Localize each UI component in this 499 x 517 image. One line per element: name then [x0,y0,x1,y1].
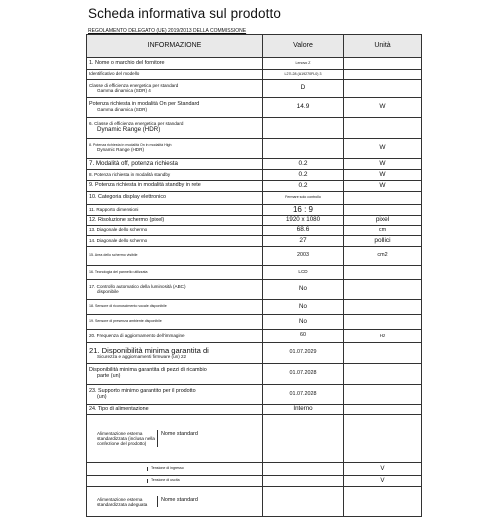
table-row [87,343,422,364]
row-value: 60 [263,330,344,343]
row-value: 0.2 [263,159,344,170]
row-value: No [263,280,344,300]
row-label [87,364,263,385]
row-label-main: 6. Classe di efficienza energetica per standard [89,121,184,127]
power-supply-field: Tensione di ingresso [151,466,184,471]
table-row [87,98,422,118]
power-supply-label-cell [87,487,263,517]
power-supply-label-cell [87,463,263,476]
row-unit: V [344,463,422,476]
table-row [87,226,422,236]
row-label [87,343,263,364]
row-unit: W [344,98,422,118]
table-row [87,80,422,98]
row-value: 1920 x 1080 [263,216,344,226]
row-value: 01.07.2028 [263,364,344,385]
power-supply-row [87,463,422,476]
row-unit [344,280,422,300]
table-row [87,205,422,216]
row-value: 01.07.2029 [263,343,344,364]
row-unit: cm2 [344,247,422,266]
row-value: Lenovo Z [263,58,344,70]
row-value: 16 : 9 [263,205,344,216]
power-supply-label-cell [87,415,263,463]
row-label: 15. Area dello schermo visibile [87,247,263,266]
row-value: No [263,300,344,315]
row-unit [344,315,422,330]
row-label: 7. Modalità off, potenza richiesta [87,159,263,170]
row-label-main: 23. Supporto minimo garantito per il prodotto [89,387,196,394]
row-label-sub: disponibile [97,288,119,294]
row-label: 9. Potenza richiesta in modalità standby in rete [87,181,263,192]
row-label [87,385,263,405]
header-value: Valore [263,35,344,58]
table-row [87,70,422,80]
row-label-main: 17. Controllo automatico della luminosità (ABC) [89,283,186,289]
power-supply-field: Tensione di uscita [151,478,180,483]
table-row [87,236,422,247]
row-unit: W [344,170,422,181]
row-unit [344,192,422,205]
table-row [87,330,422,343]
table-row [87,216,422,226]
row-value: 01.07.2028 [263,385,344,405]
row-label: 12. Risoluzione schermo (pixel) [87,216,263,226]
row-label: 24. Tipo di alimentazione [87,405,263,415]
table-row [87,181,422,192]
row-label: 1. Nome o marchio del fornitore [87,58,263,70]
row-unit [344,118,422,139]
row-unit [344,58,422,70]
row-value: 27 [263,236,344,247]
table-row [87,170,422,181]
row-label [87,139,263,159]
row-unit [344,405,422,415]
row-label: 8. Potenza richiesta in modalità standby [87,170,263,181]
power-supply-row [87,487,422,517]
row-value [263,415,344,463]
table-row [87,266,422,280]
row-unit: pollici [344,236,422,247]
row-unit [344,343,422,364]
header-info: INFORMAZIONE [87,35,263,58]
row-value [263,118,344,139]
row-value [263,463,344,476]
row-label-sub: (un) [97,393,107,400]
power-supply-type [87,479,148,483]
power-supply-row [87,476,422,487]
row-value: 0.2 [263,181,344,192]
row-label-sub: Gamma dinamica (SDR) [97,106,148,112]
row-value [263,487,344,517]
row-value: L27i-28 (A19270FL0) 3 [263,70,344,80]
row-label [87,118,263,139]
row-unit: W [344,181,422,192]
row-label: 14. Diagonale dello schermo [87,236,263,247]
row-unit [344,385,422,405]
row-value: Interno [263,405,344,415]
table-header-row [87,35,422,58]
row-label-main: 21. Disponibilità minima garantita di [89,345,209,355]
row-label-main: Classe di efficienza energetica per standard [89,82,179,88]
row-label: Identificativo del modello [87,70,263,80]
row-label-main: Potenza richiesta in modalità On per Standard [89,101,200,108]
row-unit: W [344,159,422,170]
page-title: Scheda informativa sul prodotto [88,6,281,21]
header-unit: Unità [344,35,422,58]
table-row [87,247,422,266]
row-unit [344,205,422,216]
row-unit: cm [344,226,422,236]
table-row [87,385,422,405]
table-row [87,139,422,159]
table-row [87,192,422,205]
row-value: D [263,80,344,98]
row-value [263,476,344,487]
row-unit: V [344,476,422,487]
table-row [87,58,422,70]
table-row [87,118,422,139]
row-label [87,98,263,118]
power-supply-row [87,415,422,463]
row-value: LCD [263,266,344,280]
row-label-sub: Sicurezza e aggiornamenti firmware (un) 22 [97,353,187,359]
row-unit: Hz [344,330,422,343]
row-unit: W [344,139,422,159]
row-unit [344,364,422,385]
row-value: Fermare solo controllo [263,192,344,205]
row-label [87,80,263,98]
row-unit: pixel [344,216,422,226]
row-unit [344,80,422,98]
power-supply-label-cell [87,476,263,487]
row-value: No [263,315,344,330]
product-info-table [86,34,422,517]
row-label: 11. Rapporto dimensioni [87,205,263,216]
power-supply-field: Nome standard [161,496,198,503]
row-unit [344,70,422,80]
row-label: 16. Tecnologia del pannello utilizzata [87,266,263,280]
row-label-sub: Dynamic Range (HDR) [97,146,144,152]
table-row [87,280,422,300]
row-label [87,280,263,300]
row-label-main: 8. Potenza richiesta in modalità On in modalità High [89,143,172,148]
power-supply-type: Alimentazione esterna standardizzata adeguata [87,496,158,508]
row-value [263,139,344,159]
row-unit [344,415,422,463]
row-value: 14.9 [263,98,344,118]
row-label-main: Disponibilità minima garantita di pezzi di ricambio [89,367,207,374]
row-label-sub: Dynamic Range (HDR) [97,126,161,134]
row-value: 68.6 [263,226,344,236]
table-row [87,300,422,315]
table-row [87,405,422,415]
regulation-reference: REGOLAMENTO DELEGATO (UE) 2019/2013 DELLA COMMISSIONE [88,28,247,34]
row-label: 18. Sensore di riconoscimento vocale disponibile [87,300,263,315]
row-label: 20. Frequenza di aggiornamento dell'immagine [87,330,263,343]
row-label-sub: Gamma dinamica (SDR) 4 [97,87,151,93]
table-row [87,315,422,330]
table-row [87,159,422,170]
power-supply-field: Nome standard [161,431,198,438]
table-row [87,364,422,385]
row-value: 0.2 [263,170,344,181]
row-label: 19. Sensore di presenza ambiente disponibile [87,315,263,330]
row-label-sub: parte (un) [97,373,121,379]
row-unit [344,487,422,517]
power-supply-type: Alimentazione esterna standardizzata (inclusa nella confezione del prodotto) [87,430,158,446]
row-unit [344,266,422,280]
row-label: 10. Categoria display elettronico [87,192,263,205]
row-label: 13. Diagonale dello schermo [87,226,263,236]
row-value: 2003 [263,247,344,266]
power-supply-type [87,467,148,471]
row-unit [344,300,422,315]
